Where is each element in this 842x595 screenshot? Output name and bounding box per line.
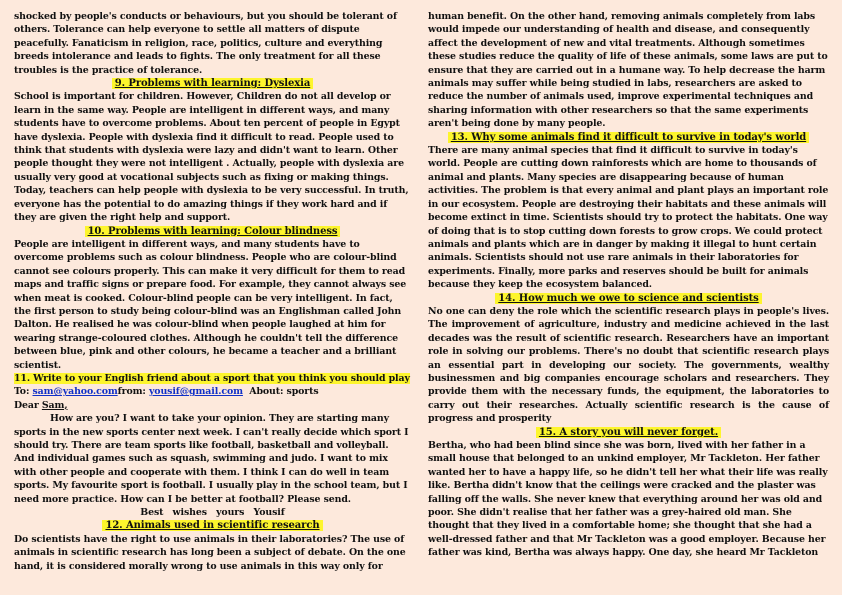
section-15-heading: [428, 426, 829, 439]
recipient-name: Sam,: [41, 399, 68, 411]
section-13-heading: [428, 131, 829, 144]
left-column: [14, 10, 411, 573]
right-column: [428, 10, 829, 560]
section-9-heading: [14, 77, 411, 90]
section-14-body: No one can deny the role which the scientific research plays in people's lives. The improvement of agriculture, industry and medicine achieved in the last decades was the result of scientific research. Researchers have an important role in solving our problems. There's no doubt that scientific research plays an essential part in developing our society. The governments, wealthy businessmen and big companies encourage scholars and researchers. They provide them with the necessary funds, the equipment, the laboratories to carry out their researches. Actually scientific research is the cause of progress and prosperity: [428, 305, 829, 425]
section-11-heading: [14, 372, 411, 385]
section-10-heading: [14, 225, 411, 238]
section-11-title: 11. Write to your English friend about a sport that you think you should play: [14, 372, 410, 384]
about-label: About: sports: [249, 386, 319, 398]
to-email-link[interactable]: sam@yahoo.com: [32, 386, 118, 398]
intro-paragraph: shocked by people's conducts or behaviours, but you should be tolerant of others. Tolerance can help everyone to settle all matters of dispute peacefully. Fanaticism in religion, race, politics, culture and everything breeds intolerance and leads to fights. The only treatment for all these troubles is the practice of tolerance.: [14, 11, 397, 76]
section-13-title: 13. Why some animals find it difficult to survive in today's world: [448, 132, 809, 143]
letter-body: How are you? I want to take your opinion. They are starting many sports in the new sports center next week. I can't really decide which sport I should try. There are team sports like football, basketball and volleyball. And individual games such as squash, swimming and judo. I want to mix with other people and cooperate with them. I think I can do well in team sports. My favourite sport is football. I usually play in the school team, but I need more practice. How can I be better at football? Please send.: [14, 413, 409, 505]
salutation: [14, 399, 411, 412]
section-12-title: 12. Animals used in scientific research: [102, 520, 322, 531]
section-14-heading: [428, 292, 829, 305]
section-15-body: Bertha, who had been blind since she was born, lived with her father in a small house that belonged to an unkind employer, Mr Tackleton. Her father wanted her to have a happy life, so he didn't tell her what their life was really like. Bertha didn't know that the ceilings were cracked and the plaster was falling off the walls. She never knew that everything around her was old and poor. She didn't realise that her father was a grey-haired old man. She thought that they lived in a comfortable home; she thought that she had a well-dressed father and that Mr Tackleton was a good employer. Because her father was kind, Bertha was always happy. One day, she heard Mr Tackleton: [428, 440, 828, 559]
email-header-line: [14, 385, 411, 398]
section-14-title: 14. How much we owe to science and scientists: [495, 293, 761, 304]
section-12-body: Do scientists have the right to use animals in their laboratories? The use of animals in scientific research has long been a subject of debate. On the one hand, it is considered morally wrong to use animals in this way only for: [14, 533, 406, 572]
section-15-title: 15. A story you will never forget.: [536, 427, 721, 438]
from-label: from:: [117, 386, 146, 398]
section-9-body: School is important for children. However, Children do not all develop or learn in the same way. People are intelligent in different ways, and many students have to overcome problems. About ten percent of people in Egypt have dyslexia. People with dyslexia find it difficult to read. People used to think that students with dyslexia were lazy and didn't want to learn. Other people thought they were not intelligent . Actually, people with dyslexia are usually very good at vocational subjects such as fixing or making things. Today, teachers can help people with dyslexia to be very successful. In truth, everyone has the potential to do amazing things if they work hard and if they are given the right help and support.: [14, 91, 409, 224]
section-10-title: 10. Problems with learning: Colour blindness: [85, 226, 341, 237]
dear-label: Dear: [14, 399, 39, 411]
section-10-body: People are intelligent in different ways, and many students have to overcome problems such as colour blindness. People who are colour-blind cannot see colours properly. This can make it very difficult for them to read maps and traffic signs or prepare food. For example, they cannot always see when meat is cooked. Colour-blind people can be very intelligent. In fact, the first person to study being colour-blind was an Englishman called John Dalton. He realised he was colour-blind when people laughed at him for wearing strange-coloured clothes. Although he couldn't tell the difference between blue, pink and other colours, he became a teacher and a brilliant scientist.: [14, 238, 407, 371]
section-9-title: 9. Problems with learning: Dyslexia: [112, 78, 313, 89]
section-12-continued: human benefit. On the other hand, removing animals completely from labs would impede our understanding of health and disease, and consequently affect the development of new and vital treatments. Although sometimes these studies reduce the quality of life of these animals, some laws are put to ensure that they are carried out in a humane way. To help decrease the harm animals may suffer while being studied in labs, researchers are asked to reduce the number of animals used, improve experimental techniques and sharing information with other researchers so that the same experiments aren't being done by many people.: [428, 11, 828, 130]
from-email-link[interactable]: yousif@gmail.com: [148, 386, 243, 398]
letter-signoff: Best wishes yours Yousif: [140, 507, 285, 519]
section-13-body: There are many animal species that find it difficult to survive in today's world. People are cutting down rainforests which are home to thousands of animal and plants. Many species are disappearing because of human activities. The problem is that every animal and plant plays an important role in our ecosystem. People are destroying their habitats and these animals will become extinct in time. Scientists should try to protect the habitats. One way of doing that is to stop cutting down forests to grow crops. We could protect animals and plants which are in danger by making it illegal to hunt certain animals. Scientists should not use rare animals in their laboratories for experiments. Finally, more parks and reserves should be built for animals because they keep the ecosystem balanced.: [428, 145, 829, 291]
section-12-heading: [14, 519, 411, 532]
to-label: To:: [14, 386, 30, 398]
